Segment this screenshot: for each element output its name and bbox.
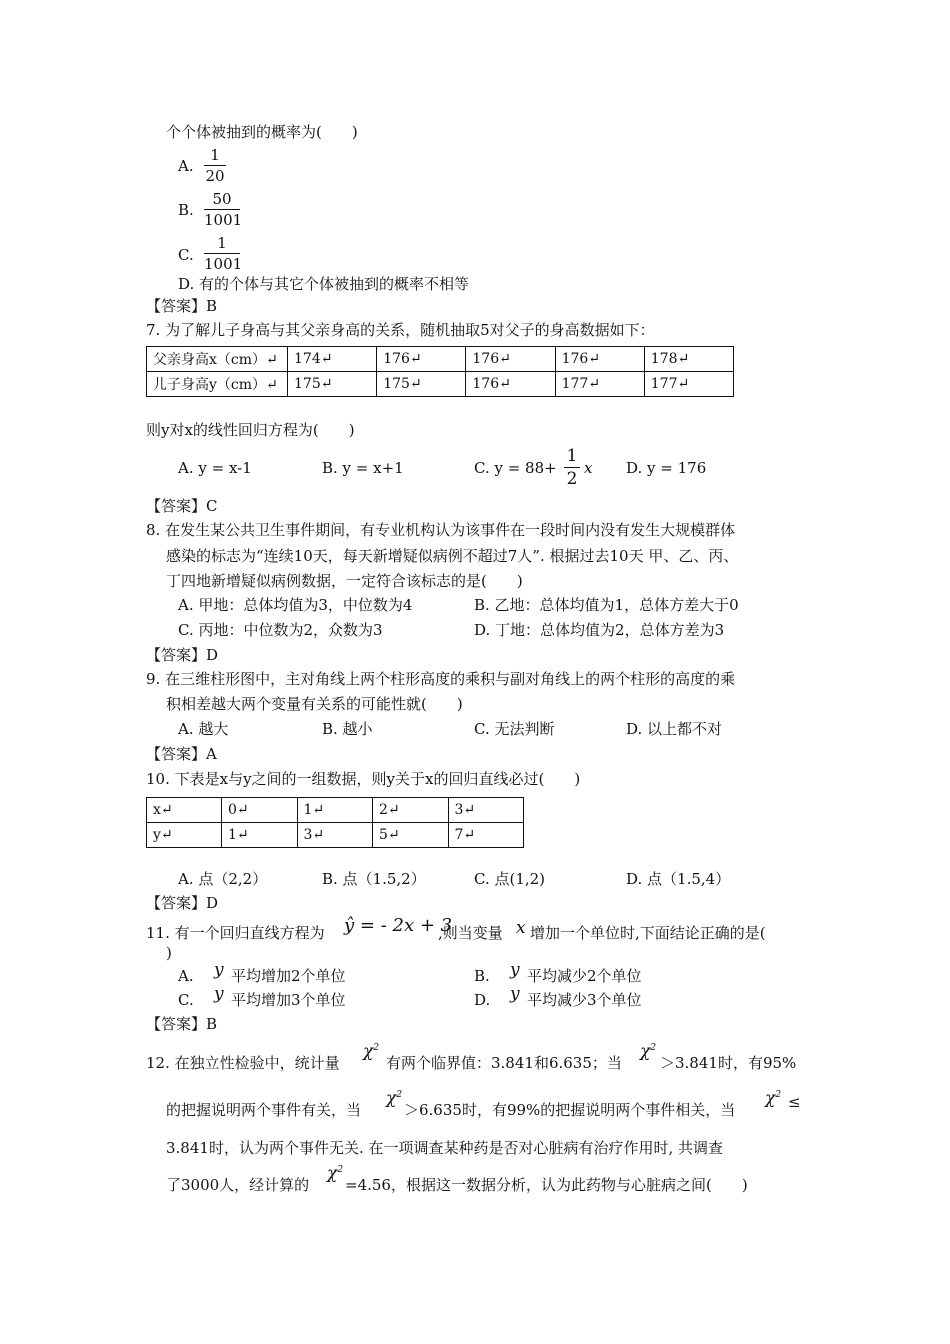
table-cell: 175↵ <box>377 372 466 397</box>
q9-answer: 【答案】A <box>146 745 217 763</box>
q11-option-b-variable: y <box>510 960 520 980</box>
q10-stem: 10. 下表是x与y之间的一组数据，则y关于x的回归直线必过( ) <box>146 770 581 788</box>
q11-option-c-label: C. <box>178 991 194 1009</box>
q12-line-1b: 有两个临界值：3.841和6.635；当 <box>386 1054 622 1072</box>
table-cell: 174↵ <box>288 347 377 372</box>
fraction-denominator: 2 <box>566 469 578 489</box>
q11-stem-suffix: ,则当变量 <box>438 924 503 942</box>
fraction-numerator: 50 <box>212 190 232 208</box>
q7-option-b: B. y = x+1 <box>322 459 404 477</box>
q11-option-d-label: D. <box>474 991 491 1009</box>
table-row <box>147 798 524 823</box>
q7-question: 则y对x的线性回归方程为( ) <box>146 421 355 439</box>
q7-answer: 【答案】C <box>146 497 218 515</box>
q6-answer: 【答案】B <box>146 297 218 315</box>
q10-option-b: B. 点（1.5,2） <box>322 870 426 888</box>
q7-option-c-fraction <box>564 446 580 489</box>
table-cell: 176↵ <box>466 372 555 397</box>
q12-line-4a: 了3000人，经计算的 <box>166 1176 310 1194</box>
q6-option-d: D. 有的个体与其它个体被抽到的概率不相等 <box>178 275 470 293</box>
table-cell: 1↵ <box>297 798 373 823</box>
chi-square-symbol: $\chi^2$ <box>363 1041 380 1062</box>
fraction-denominator: 20 <box>205 167 225 185</box>
q11-stem-prefix: 11. 有一个回归直线方程为 <box>146 924 325 942</box>
q12-line-2c: ≤ <box>788 1093 801 1111</box>
q7-option-a: A. y = x-1 <box>178 459 252 477</box>
table-cell: x↵ <box>147 798 222 823</box>
q6-option-b-label: B. <box>178 201 194 219</box>
q9-option-a: A. 越大 <box>178 720 229 738</box>
q7-stem: 7. 为了解儿子身高与其父亲身高的关系，随机抽取5对父子的身高数据如下： <box>146 321 655 339</box>
q11-option-a-label: A. <box>178 967 194 985</box>
table-cell: 177↵ <box>644 372 733 397</box>
table-cell: 父亲身高x（cm）↵ <box>147 347 288 372</box>
table-row <box>147 347 734 372</box>
fraction-bar <box>204 165 226 166</box>
chi-square-symbol: $\chi^2$ <box>640 1041 657 1062</box>
q6-option-b-fraction <box>204 190 243 229</box>
q6-stem-end: 个个体被抽到的概率为( ) <box>166 123 358 141</box>
q12-line-2b: ＞6.635时，有99%的把握说明两个事件相关，当 <box>404 1101 736 1119</box>
table-cell: 175↵ <box>288 372 377 397</box>
chi-square-symbol: $\chi^2$ <box>327 1163 344 1184</box>
fraction-numerator: 1 <box>210 146 220 164</box>
q9-option-c: C. 无法判断 <box>474 720 555 738</box>
table-cell: 0↵ <box>222 798 298 823</box>
q12-line-1c: ＞3.841时，有95% <box>660 1054 797 1072</box>
q10-answer: 【答案】D <box>146 894 219 912</box>
q11-option-b-text: 平均减少2个单位 <box>527 967 642 985</box>
q8-line-1: 8. 在发生某公共卫生事件期间，有专业机构认为该事件在一段时间内没有发生大规模群体 <box>146 521 736 539</box>
q8-option-a: A. 甲地：总体均值为3，中位数为4 <box>178 596 413 614</box>
q7-height-table <box>146 346 734 397</box>
q11-option-c-variable: y <box>214 984 224 1004</box>
table-cell: 7↵ <box>448 823 524 848</box>
q8-option-b: B. 乙地：总体均值为1，总体方差大于0 <box>474 596 739 614</box>
table-cell: 2↵ <box>373 798 449 823</box>
q11-stem-close: ) <box>166 944 172 962</box>
q11-option-c-text: 平均增加3个单位 <box>231 991 346 1009</box>
fraction-numerator: 1 <box>566 446 578 466</box>
q7-option-d: D. y = 176 <box>626 459 707 477</box>
table-cell: 177↵ <box>555 372 644 397</box>
table-cell: 176↵ <box>377 347 466 372</box>
chi-square-symbol: $\chi^2$ <box>765 1088 782 1109</box>
q10-option-d: D. 点（1.5,4） <box>626 870 731 888</box>
table-cell: 3↵ <box>297 823 373 848</box>
q11-variable-x: x <box>516 918 526 938</box>
q11-option-d-text: 平均减少3个单位 <box>527 991 642 1009</box>
q11-equation: ŷ = - 2x + 3 <box>344 915 453 936</box>
fraction-bar <box>204 209 240 210</box>
fraction-bar <box>564 467 580 468</box>
q11-option-b-label: B. <box>474 967 490 985</box>
q6-option-c-label: C. <box>178 246 194 264</box>
q12-line-2a: 的把握说明两个事件有关，当 <box>166 1101 362 1119</box>
q6-option-a-label: A. <box>178 157 194 175</box>
chi-square-symbol: $\chi^2$ <box>386 1088 403 1109</box>
table-cell: y↵ <box>147 823 222 848</box>
q9-option-b: B. 越小 <box>322 720 373 738</box>
q9-option-d: D. 以上都不对 <box>626 720 723 738</box>
q8-answer: 【答案】D <box>146 646 219 664</box>
q11-stem-suffix-2: 增加一个单位时,下面结论正确的是( <box>530 924 766 942</box>
q10-option-a: A. 点（2,2） <box>178 870 268 888</box>
q10-option-c: C. 点(1,2) <box>474 870 546 888</box>
q7-option-c-variable: x <box>584 459 593 477</box>
table-row <box>147 823 524 848</box>
table-cell: 儿子身高y（cm）↵ <box>147 372 288 397</box>
fraction-numerator: 1 <box>217 234 227 252</box>
q12-line-1a: 12. 在独立性检验中，统计量 <box>146 1054 340 1072</box>
table-cell: 178↵ <box>644 347 733 372</box>
table-row <box>147 372 734 397</box>
q11-option-d-variable: y <box>510 984 520 1004</box>
table-cell: 176↵ <box>466 347 555 372</box>
fraction-denominator: 1001 <box>204 255 243 273</box>
q11-option-a-text: 平均增加2个单位 <box>231 967 346 985</box>
table-cell: 1↵ <box>222 823 298 848</box>
q8-option-c: C. 丙地：中位数为2，众数为3 <box>178 621 383 639</box>
q10-xy-table <box>146 797 524 848</box>
q11-answer: 【答案】B <box>146 1015 218 1033</box>
q6-option-c-fraction <box>204 234 243 273</box>
q9-line-2: 积相差越大两个变量有关系的可能性就( ) <box>166 695 463 713</box>
q12-line-3: 3.841时，认为两个事件无关. 在一项调查某种药是否对心脏病有治疗作用时, 共调查 <box>166 1139 724 1157</box>
q8-line-3: 丁四地新增疑似病例数据，一定符合该标志的是( ) <box>166 572 523 590</box>
q6-option-a-fraction <box>204 146 226 185</box>
q7-option-c-prefix: C. y = 88+ <box>474 459 557 477</box>
fraction-denominator: 1001 <box>204 211 243 229</box>
table-cell: 176↵ <box>555 347 644 372</box>
table-cell: 3↵ <box>448 798 524 823</box>
fraction-bar <box>204 253 240 254</box>
table-cell: 5↵ <box>373 823 449 848</box>
q12-line-4b: =4.56，根据这一数据分析，认为此药物与心脏病之间( ) <box>345 1176 748 1194</box>
q9-line-1: 9. 在三维柱形图中，主对角线上两个柱形高度的乘积与副对角线上的两个柱形的高度的乘 <box>146 670 736 688</box>
q8-option-d: D. 丁地：总体均值为2，总体方差为3 <box>474 621 725 639</box>
q8-line-2: 感染的标志为“连续10天，每天新增疑似病例不超过7人”. 根据过去10天 甲、乙、丙、 <box>166 547 739 565</box>
q11-option-a-variable: y <box>214 960 224 980</box>
